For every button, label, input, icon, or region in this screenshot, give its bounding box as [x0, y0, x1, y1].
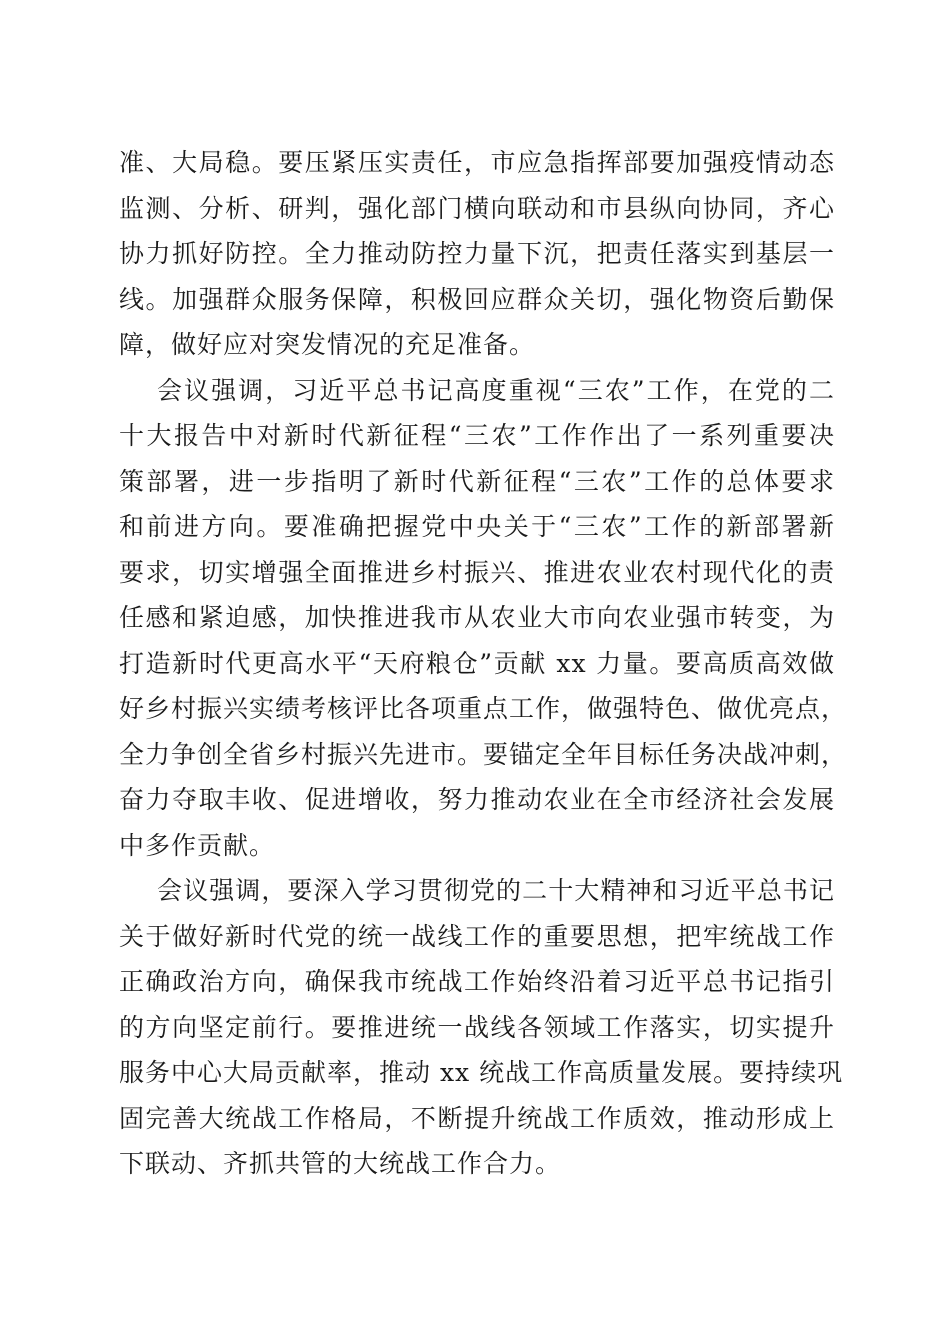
text-line: 策部署，进一步指明了新时代新征程“三农”工作的总体要求: [119, 466, 835, 496]
text-line: 要求，切实增强全面推进乡村振兴、推进农业农村现代化的责: [119, 557, 835, 587]
text-line: 好乡村振兴实绩考核评比各项重点工作，做强特色、做优亮点，: [119, 694, 848, 723]
text-line: 会议强调，习近平总书记高度重视“三农”工作，在党的二: [157, 375, 835, 405]
text-line: 障，做好应对突发情况的充足准备。: [119, 330, 536, 359]
text-line: 准、大局稳。要压紧压实责任，市应急指挥部要加强疫情动态: [119, 148, 835, 177]
text-line: 下联动、齐抓共管的大统战工作合力。: [119, 1149, 562, 1178]
text-line: 固完善大统战工作格局，不断提升统战工作质效，推动形成上: [119, 1103, 835, 1133]
text-line: 线。加强群众服务保障，积极回应群众关切，强化物资后勤保: [119, 284, 835, 314]
paragraph-2: [119, 368, 848, 869]
paragraph-1: [119, 140, 835, 368]
text-line: 十大报告中对新时代新征程“三农”工作作出了一系列重要决: [119, 421, 835, 450]
paragraph-3: [119, 868, 844, 1187]
text-line: 会议强调，要深入学习贯彻党的二十大精神和习近平总书记: [157, 876, 835, 905]
text-line: 正确政治方向，确保我市统战工作始终沿着习近平总书记指引: [119, 967, 835, 996]
text-line: 协力抓好防控。全力推动防控力量下沉，把责任落实到基层一: [119, 239, 835, 268]
text-line: 全力争创全省乡村振兴先进市。要锚定全年目标任务决战冲刺，: [119, 739, 848, 769]
text-line: 和前进方向。要准确把握党中央关于“三农”工作的新部署新: [119, 512, 835, 541]
document-body: [119, 140, 848, 1187]
text-line: 打造新时代更高水平“天府粮仓”贡献 xx 力量。要高质高效做: [119, 648, 835, 678]
text-line: 奋力夺取丰收、促进增收，努力推动农业在全市经济社会发展: [119, 785, 835, 814]
text-line: 中多作贡献。: [119, 830, 276, 860]
text-line: 关于做好新时代党的统一战线工作的重要思想，把牢统战工作: [119, 921, 835, 951]
text-line: 监测、分析、研判，强化部门横向联动和市县纵向协同，齐心: [119, 193, 835, 223]
text-line: 任感和紧迫感，加快推进我市从农业大市向农业强市转变，为: [119, 603, 835, 632]
text-line: 服务中心大局贡献率，推动 xx 统战工作高质量发展。要持续巩: [119, 1058, 844, 1087]
text-line: 的方向坚定前行。要推进统一战线各领域工作落实，切实提升: [119, 1012, 835, 1042]
